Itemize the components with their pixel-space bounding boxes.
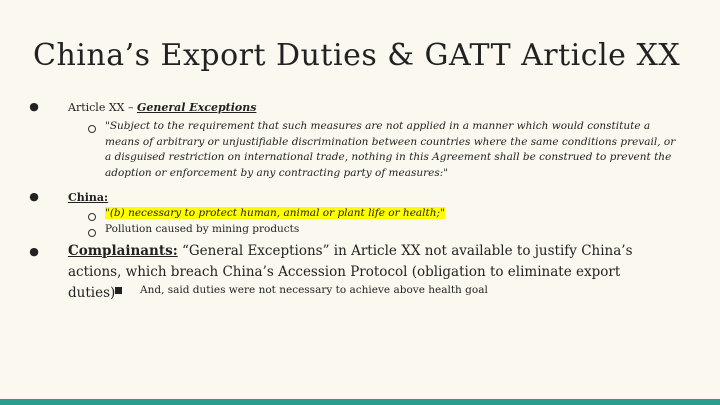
bullet-marker: ● [29,245,39,258]
general-exceptions-emphasis: General Exceptions [136,101,257,114]
sub-bullet-ring-icon [88,125,96,133]
slide-title: China’s Export Duties & GATT Article XX [33,38,681,73]
highlighted-text: "(b) necessary to protect human, animal or plant life or health;" [105,207,445,219]
bullet-marker: ● [29,190,39,203]
bullet-china: China: [68,191,109,204]
complainants-body: “General Exceptions” in Article XX not available to justify China’s actions, which breach China’s Accession Protocol (obligation to eliminate export duties) [68,243,633,301]
complainants-label: Complainants: [68,243,178,259]
sub-bullet-square-icon [115,287,122,294]
article-xx-b-quote [105,206,445,221]
duties-note: And, said duties were not necessary to achieve above health goal [140,284,488,296]
bullet-lead: Article XX – [68,101,137,114]
bullet-article-xx [68,100,256,116]
sub-bullet-ring-icon [88,229,96,237]
pollution-note: Pollution caused by mining products [105,223,300,235]
article-xx-quote: "Subject to the requirement that such measures are not applied in a manner which would constitute a means of arbitrary or unjustifiable discrimination between countries where the same conditions prevail, or a disguised restriction on international trade, nothing in this Agreement shall be construed to prevent the adoption or enforcement by any contracting party of measures:" [105,120,676,179]
accent-bar [0,399,720,405]
bullet-marker: ● [29,100,39,113]
sub-bullet-ring-icon [88,213,96,221]
